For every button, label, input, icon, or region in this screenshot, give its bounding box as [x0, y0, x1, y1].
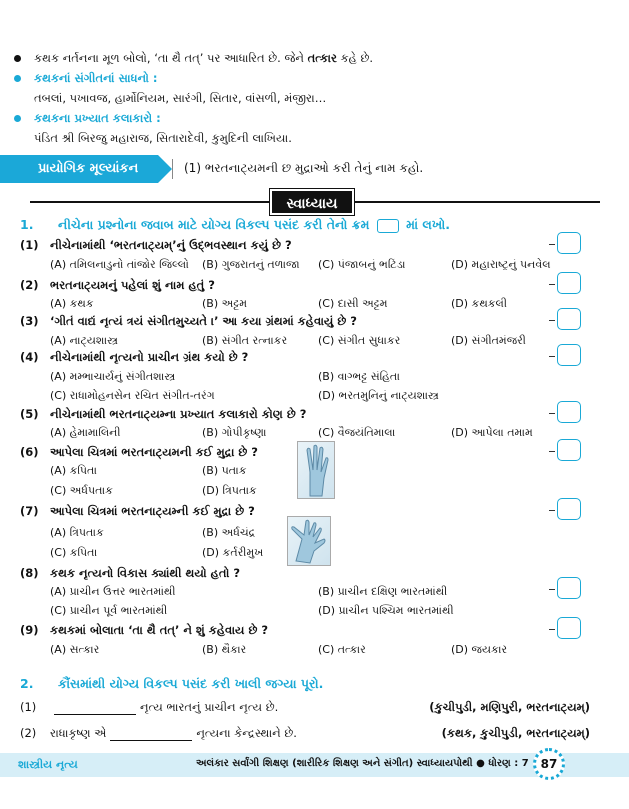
page-number: 87: [533, 748, 565, 780]
answer-dash: [549, 451, 555, 452]
answer-box-6[interactable]: [557, 439, 581, 461]
option-a: (A) પ્રાચીન ઉત્તર ભારતમાંથી: [50, 585, 176, 598]
blank-line[interactable]: [110, 740, 192, 741]
option-a: (A) કપિતા: [50, 464, 97, 477]
banner-tag: પ્રાયોગિક મૂલ્યાંકન: [0, 155, 158, 183]
option-c: (C) અર્ધપતાક: [50, 484, 113, 497]
option-b: (B) પતાક: [202, 464, 247, 477]
bullet-artists: કથકના પ્રખ્યાત કલાકારો :: [34, 109, 614, 127]
option-c: (C) વૈજયંતિમાલા: [318, 426, 396, 439]
answer-box-5[interactable]: [557, 401, 581, 423]
option-a: (A) તમિલનાડુનો તાંજોર જિલ્લો: [50, 258, 189, 271]
answer-dash: [549, 320, 555, 321]
practical-evaluation-banner: [0, 155, 629, 183]
answer-dash: [549, 413, 555, 414]
answer-box-7[interactable]: [557, 498, 581, 520]
option-d: (D) જયકાર: [451, 643, 508, 656]
answer-dash: [549, 510, 555, 511]
answer-box-8[interactable]: [557, 577, 581, 599]
option-c: (C) પ્રાચીન પૂર્વ ભારતમાંથી: [50, 604, 168, 617]
option-b: (B) ગુજરાતનું તળાજા: [202, 258, 300, 271]
option-d: (D) આપેલા તમામ: [451, 426, 533, 439]
ardhachandra-mudra-image: [287, 516, 331, 566]
option-a: (A) કથક: [50, 297, 94, 310]
option-d: (D) ત્રિપતાક: [202, 484, 257, 497]
answer-dash: [549, 629, 555, 630]
option-c: (C) દાસી અટ્ટમ: [318, 297, 388, 310]
option-d: (D) પ્રાચીન પશ્ચિમ ભારતમાંથી: [318, 604, 454, 617]
answer-dash: [549, 244, 555, 245]
answer-box-1[interactable]: [557, 232, 581, 254]
answer-dash: [549, 589, 555, 590]
option-c: (C) કપિતા: [50, 546, 98, 559]
page-footer: [0, 753, 629, 777]
option-b: (B) થૈકાર: [202, 643, 247, 656]
hand-mudra-icon: [298, 442, 336, 500]
option-a: (A) હેમામાલિની: [50, 426, 121, 439]
option-c: (C) તત્કાર: [318, 643, 366, 656]
option-b: (B) પ્રાચીન દક્ષિણ ભારતમાંથી: [318, 585, 448, 598]
pataka-mudra-image: [297, 441, 335, 499]
answer-dash: [549, 284, 555, 285]
option-d: (D) મહારાષ્ટ્રનું પનવેલ: [451, 258, 551, 271]
answer-box-4[interactable]: [557, 344, 581, 366]
option-b: (B) વાગ્ભટ્ટ સંહિતા: [318, 370, 400, 383]
option-d: (D) સંગીતમંજરી: [451, 334, 526, 347]
option-c: (C) સંગીત સુધાકર: [318, 334, 401, 347]
answer-dash: [549, 356, 555, 357]
option-c: (C) પંજાબનું ભટિંડા: [318, 258, 406, 271]
banner-divider: [172, 159, 173, 179]
artists-list: પંડિત શ્રી બિરજુ મહારાજ, સિતારાદેવી, કુમુદિની લાખિયા.: [34, 131, 292, 145]
answer-box-2[interactable]: [557, 272, 581, 294]
bullet-dot: [14, 115, 21, 122]
answer-box-9[interactable]: [557, 617, 581, 639]
footer-book-title: અલંકાર સર્વાંગી શિક્ષણ (શારીરિક શિક્ષણ અને સંગીત) સ્વાધ્યાયપોથી ● ધોરણ : 7: [196, 758, 529, 769]
hand-mudra-icon: [288, 517, 332, 567]
option-b: (B) અટ્ટમ: [202, 297, 247, 310]
option-a: (A) ત્રિપતાક: [50, 526, 104, 539]
bullet-instruments: કથકનાં સંગીતનાં સાધનો :: [34, 69, 614, 87]
bullet-kathak-bols: કથક નર્તનના મૂળ બોલો, ‘તા થૈ તત્’ પર આધારિત છે. જેને તત્કાર કહે છે.: [34, 49, 614, 67]
option-d: (D) ભરતમુનિનું નાટ્યશાસ્ત્ર: [318, 389, 439, 402]
footer-chapter: શાસ્ત્રીય નૃત્ય: [18, 758, 78, 771]
answer-box-3[interactable]: [557, 308, 581, 330]
option-b: (B) અર્ધચંદ્ર: [202, 526, 256, 539]
svadhyay-title: સ્વાધ્યાય: [270, 189, 354, 215]
option-b: (B) ગોપીકૃષ્ણા: [202, 426, 267, 439]
bullet-dot: [14, 75, 21, 82]
option-c: (C) રાધામોહનસેન રચિત સંગીત-તરંગ: [50, 389, 215, 402]
banner-text: (1) ભરતનાટ્યમની છ મુદ્રાઓ કરી તેનું નામ કહો.: [184, 161, 424, 175]
option-a: (A) નાટ્યશાસ્ત્ર: [50, 334, 118, 347]
answer-box-sample: [377, 219, 399, 233]
option-a: (A) સત્કાર: [50, 643, 100, 656]
blank-line[interactable]: [54, 714, 136, 715]
option-b: (B) સંગીત રત્નાકર: [202, 334, 288, 347]
option-d: (D) કર્તરીમુખ: [202, 546, 264, 559]
instruments-list: તબલાં, પખાવજ, હાર્મોનિયમ, સારંગી, સિતાર, વાંસળી, મંજીરા…: [34, 91, 327, 105]
option-d: (D) કથકલી: [451, 297, 507, 310]
bullet-dot: [14, 55, 21, 62]
option-a: (A) મમ્ભાચાર્યનું સંગીતશાસ્ત્ર: [50, 370, 176, 383]
